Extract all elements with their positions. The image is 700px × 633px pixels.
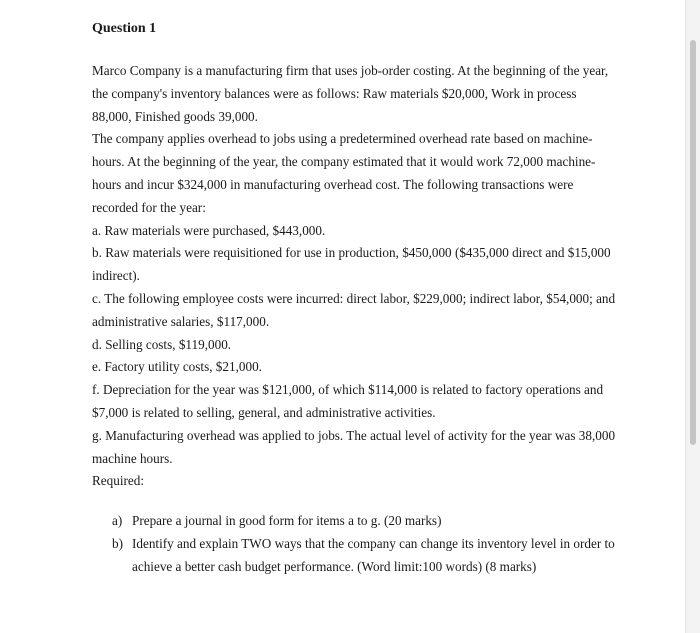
overhead-paragraph: The company applies overhead to jobs using a predetermined overhead rate based on machine-hours. At the beginning of the year, the company estimated that it would work 72,000 machine-hours and incur $324,000 in manufacturing overhead cost. The following transactions were recorded for the year: — [92, 131, 596, 215]
required-item-marker: b) — [112, 535, 123, 551]
vertical-scrollbar[interactable] — [685, 0, 700, 633]
transaction-a: a. Raw materials were purchased, $443,000. — [92, 222, 326, 238]
question-body — [92, 60, 617, 493]
required-item — [112, 510, 617, 533]
intro-paragraph: Marco Company is a manufacturing firm that uses job-order costing. At the beginning of the year, the company's inventory balances were as follows: Raw materials $20,000, Work in process 88,000, Finished goods 39,000. — [92, 63, 609, 124]
required-heading: Required: — [92, 473, 145, 489]
required-item-text: Identify and explain TWO ways that the company can change its inventory level in order to achieve a better cash budget performance. (Word limit:100 words) (8 marks) — [132, 535, 615, 574]
transaction-g: g. Manufacturing overhead was applied to jobs. The actual level of activity for the year was 38,000 machine hours. — [92, 427, 616, 466]
transaction-c: c. The following employee costs were incurred: direct labor, $229,000; indirect labor, $54,000; and administrative salaries, $117,000. — [92, 290, 616, 329]
required-item — [112, 533, 617, 579]
scrollbar-thumb[interactable] — [690, 40, 696, 445]
transaction-d: d. Selling costs, $119,000. — [92, 336, 232, 352]
required-list — [112, 510, 617, 578]
transaction-f: f. Depreciation for the year was $121,000, of which $114,000 is related to factory operations and $7,000 is related to selling, general, and administrative activities. — [92, 382, 604, 420]
transaction-b: b. Raw materials were requisitioned for use in production, $450,000 ($435,000 direct and $15,000 indirect). — [92, 245, 611, 284]
required-item-text: Prepare a journal in good form for items a to g. (20 marks) — [132, 513, 442, 528]
required-item-marker: a) — [112, 513, 123, 528]
transaction-e: e. Factory utility costs, $21,000. — [92, 359, 262, 375]
question-title: Question 1 — [92, 21, 157, 36]
